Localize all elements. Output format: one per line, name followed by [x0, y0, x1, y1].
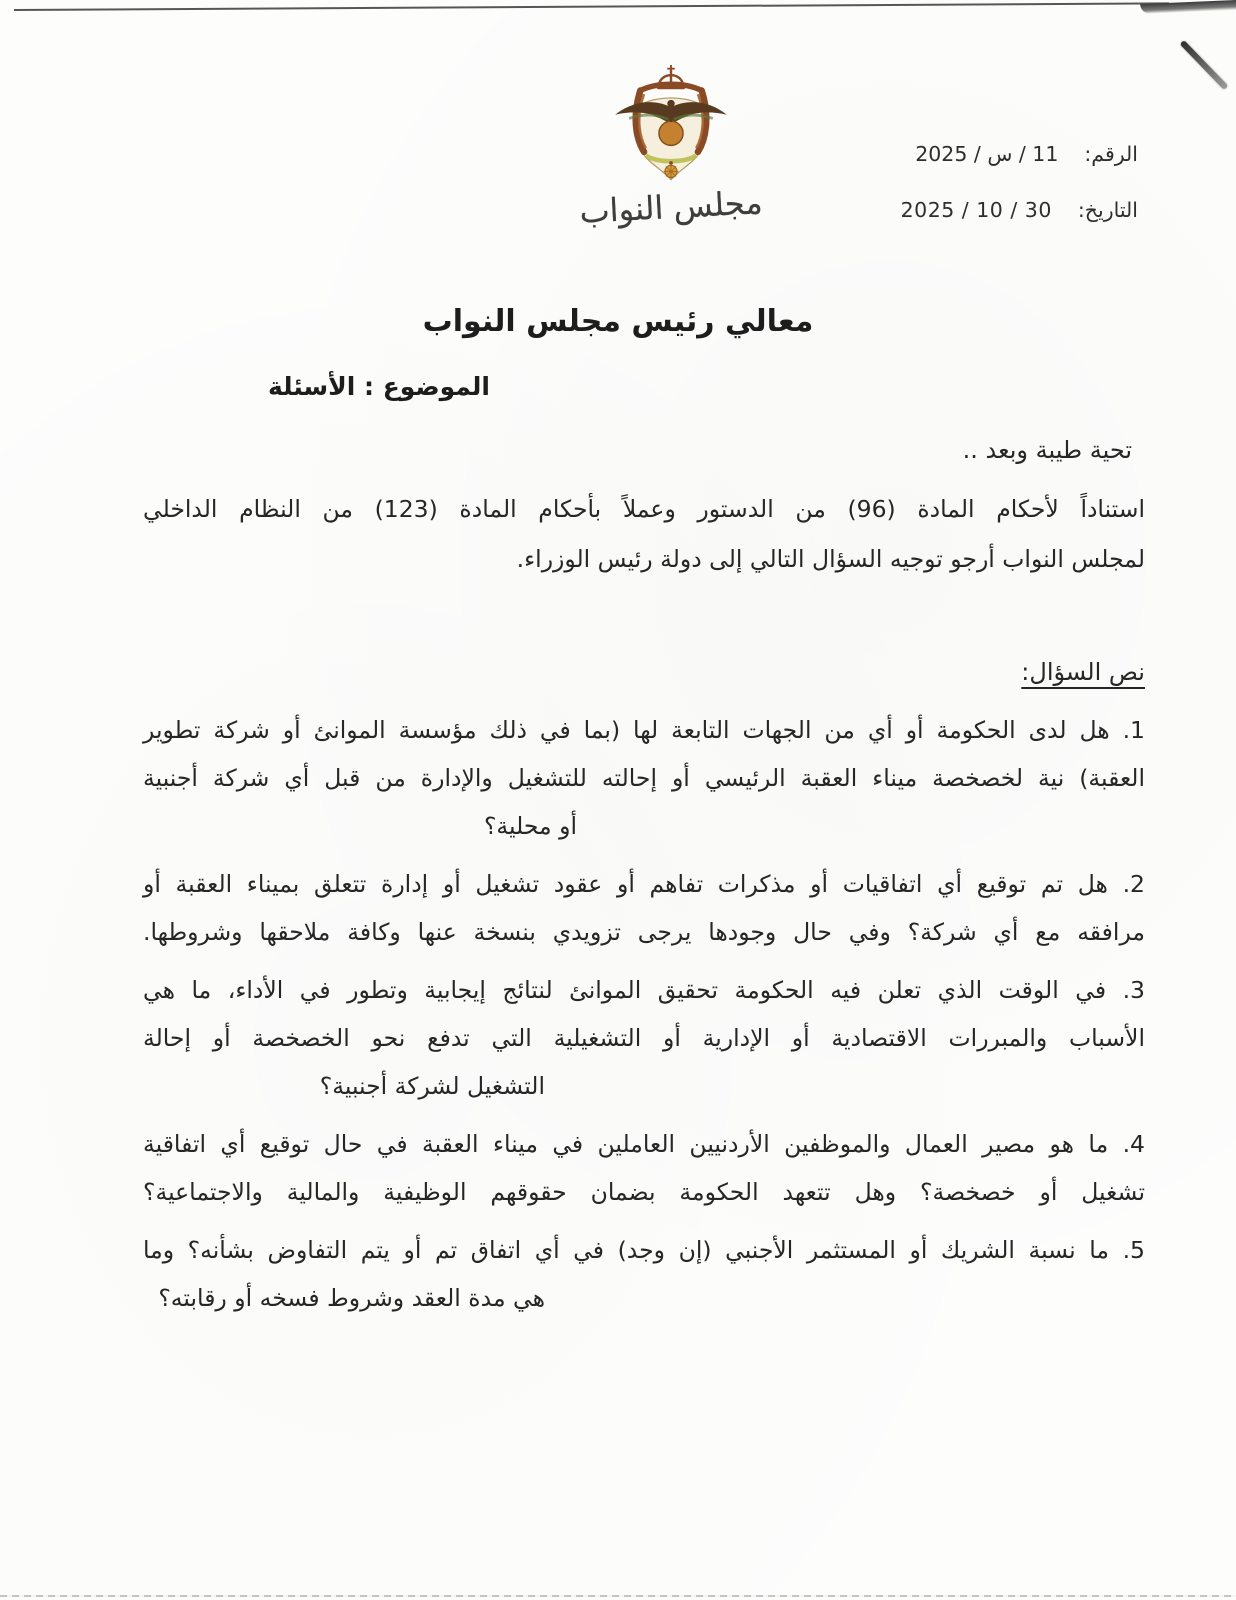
question-2: [143, 860, 1145, 956]
question-3-line-2: الأسباب والمبررات الاقتصادية أو الإدارية أو التشغيلية التي تدفع نحو الخصخصة أو إحالة: [143, 1024, 1145, 1052]
question-2-line-2: مرافقه مع أي شركة؟ وفي حال وجودها يرجى تزويدي بنسخة عنها وكافة ملاحقها وشروطها.: [143, 918, 1145, 946]
reference-block: [901, 126, 1138, 238]
question-2-line-1: 2. هل تم توقيع أي اتفاقيات أو مذكرات تفاهم أو عقود تشغيل أو إدارة تتعلق بميناء العقبة أو: [143, 870, 1145, 898]
question-5-line-1: 5. ما نسبة الشريك أو المستثمر الأجنبي (إن وجد) في أي اتفاق تم أو يتم التفاوض بشأنه؟ وما: [143, 1236, 1145, 1264]
subject-line: الموضوع : الأسئلة: [267, 372, 490, 401]
reference-number-row: [901, 126, 1138, 182]
reference-number-label: الرقم:: [1084, 142, 1138, 166]
reference-date-row: [901, 182, 1138, 238]
question-3: [143, 966, 1145, 1110]
question-heading: نص السؤال:: [1021, 658, 1145, 686]
pen-mark-artifact: [1180, 40, 1229, 90]
scan-edge-artifact: [14, 2, 1169, 11]
reference-number-value: 11 / س / 2025: [915, 142, 1059, 166]
page-title: معالي رئيس مجلس النواب: [422, 304, 814, 339]
parliament-logo: [576, 62, 766, 231]
scan-bottom-edge-artifact: [0, 1595, 1236, 1597]
greeting-line: تحية طيبة وبعد ..: [962, 436, 1132, 464]
question-3-line-1: 3. في الوقت الذي تعلن فيه الحكومة تحقيق الموانئ لنتائج إيجابية وتطور في الأداء، ما هي: [143, 976, 1145, 1004]
question-1-line-2: العقبة) نية لخصخصة ميناء العقبة الرئيسي أو إحالته للتشغيل والإدارة من قبل أي شركة أجنبية: [143, 764, 1145, 792]
question-4-line-1: 4. ما هو مصير العمال والموظفين الأردنيين العاملين في ميناء العقبة في حال توقيع أي اتفاقية: [143, 1130, 1145, 1158]
question-1-line-3: أو محلية؟: [483, 812, 577, 840]
questions-section: [143, 648, 1145, 1332]
question-1-line-1: 1. هل لدى الحكومة أو أي من الجهات التابعة لها (بما في ذلك مؤسسة الموانئ أو شركة تطوير: [143, 716, 1145, 744]
reference-date-value: 30 / 10 / 2025: [900, 198, 1052, 222]
question-5: [143, 1226, 1145, 1322]
intro-line-1: استناداً لأحكام المادة (96) من الدستور وعملاً بأحكام المادة (123) من النظام الداخلي: [143, 495, 1145, 523]
question-5-line-2: هي مدة العقد وشروط فسخه أو رقابته؟: [158, 1284, 545, 1312]
question-4-line-2: تشغيل أو خصخصة؟ وهل تتعهد الحكومة بضمان حقوقهم الوظيفية والمالية والاجتماعية؟: [143, 1178, 1145, 1206]
jordan-coat-of-arms-icon: [592, 62, 750, 186]
question-3-line-3: التشغيل لشركة أجنبية؟: [319, 1072, 545, 1100]
intro-line-2: لمجلس النواب أرجو توجيه السؤال التالي إلى دولة رئيس الوزراء.: [516, 545, 1145, 573]
question-1: [143, 706, 1145, 850]
reference-date-label: التاريخ:: [1077, 198, 1138, 222]
parliament-logo-calligraphy: مجلس النواب: [578, 183, 764, 231]
intro-paragraph: [143, 484, 1145, 584]
question-4: [143, 1120, 1145, 1216]
